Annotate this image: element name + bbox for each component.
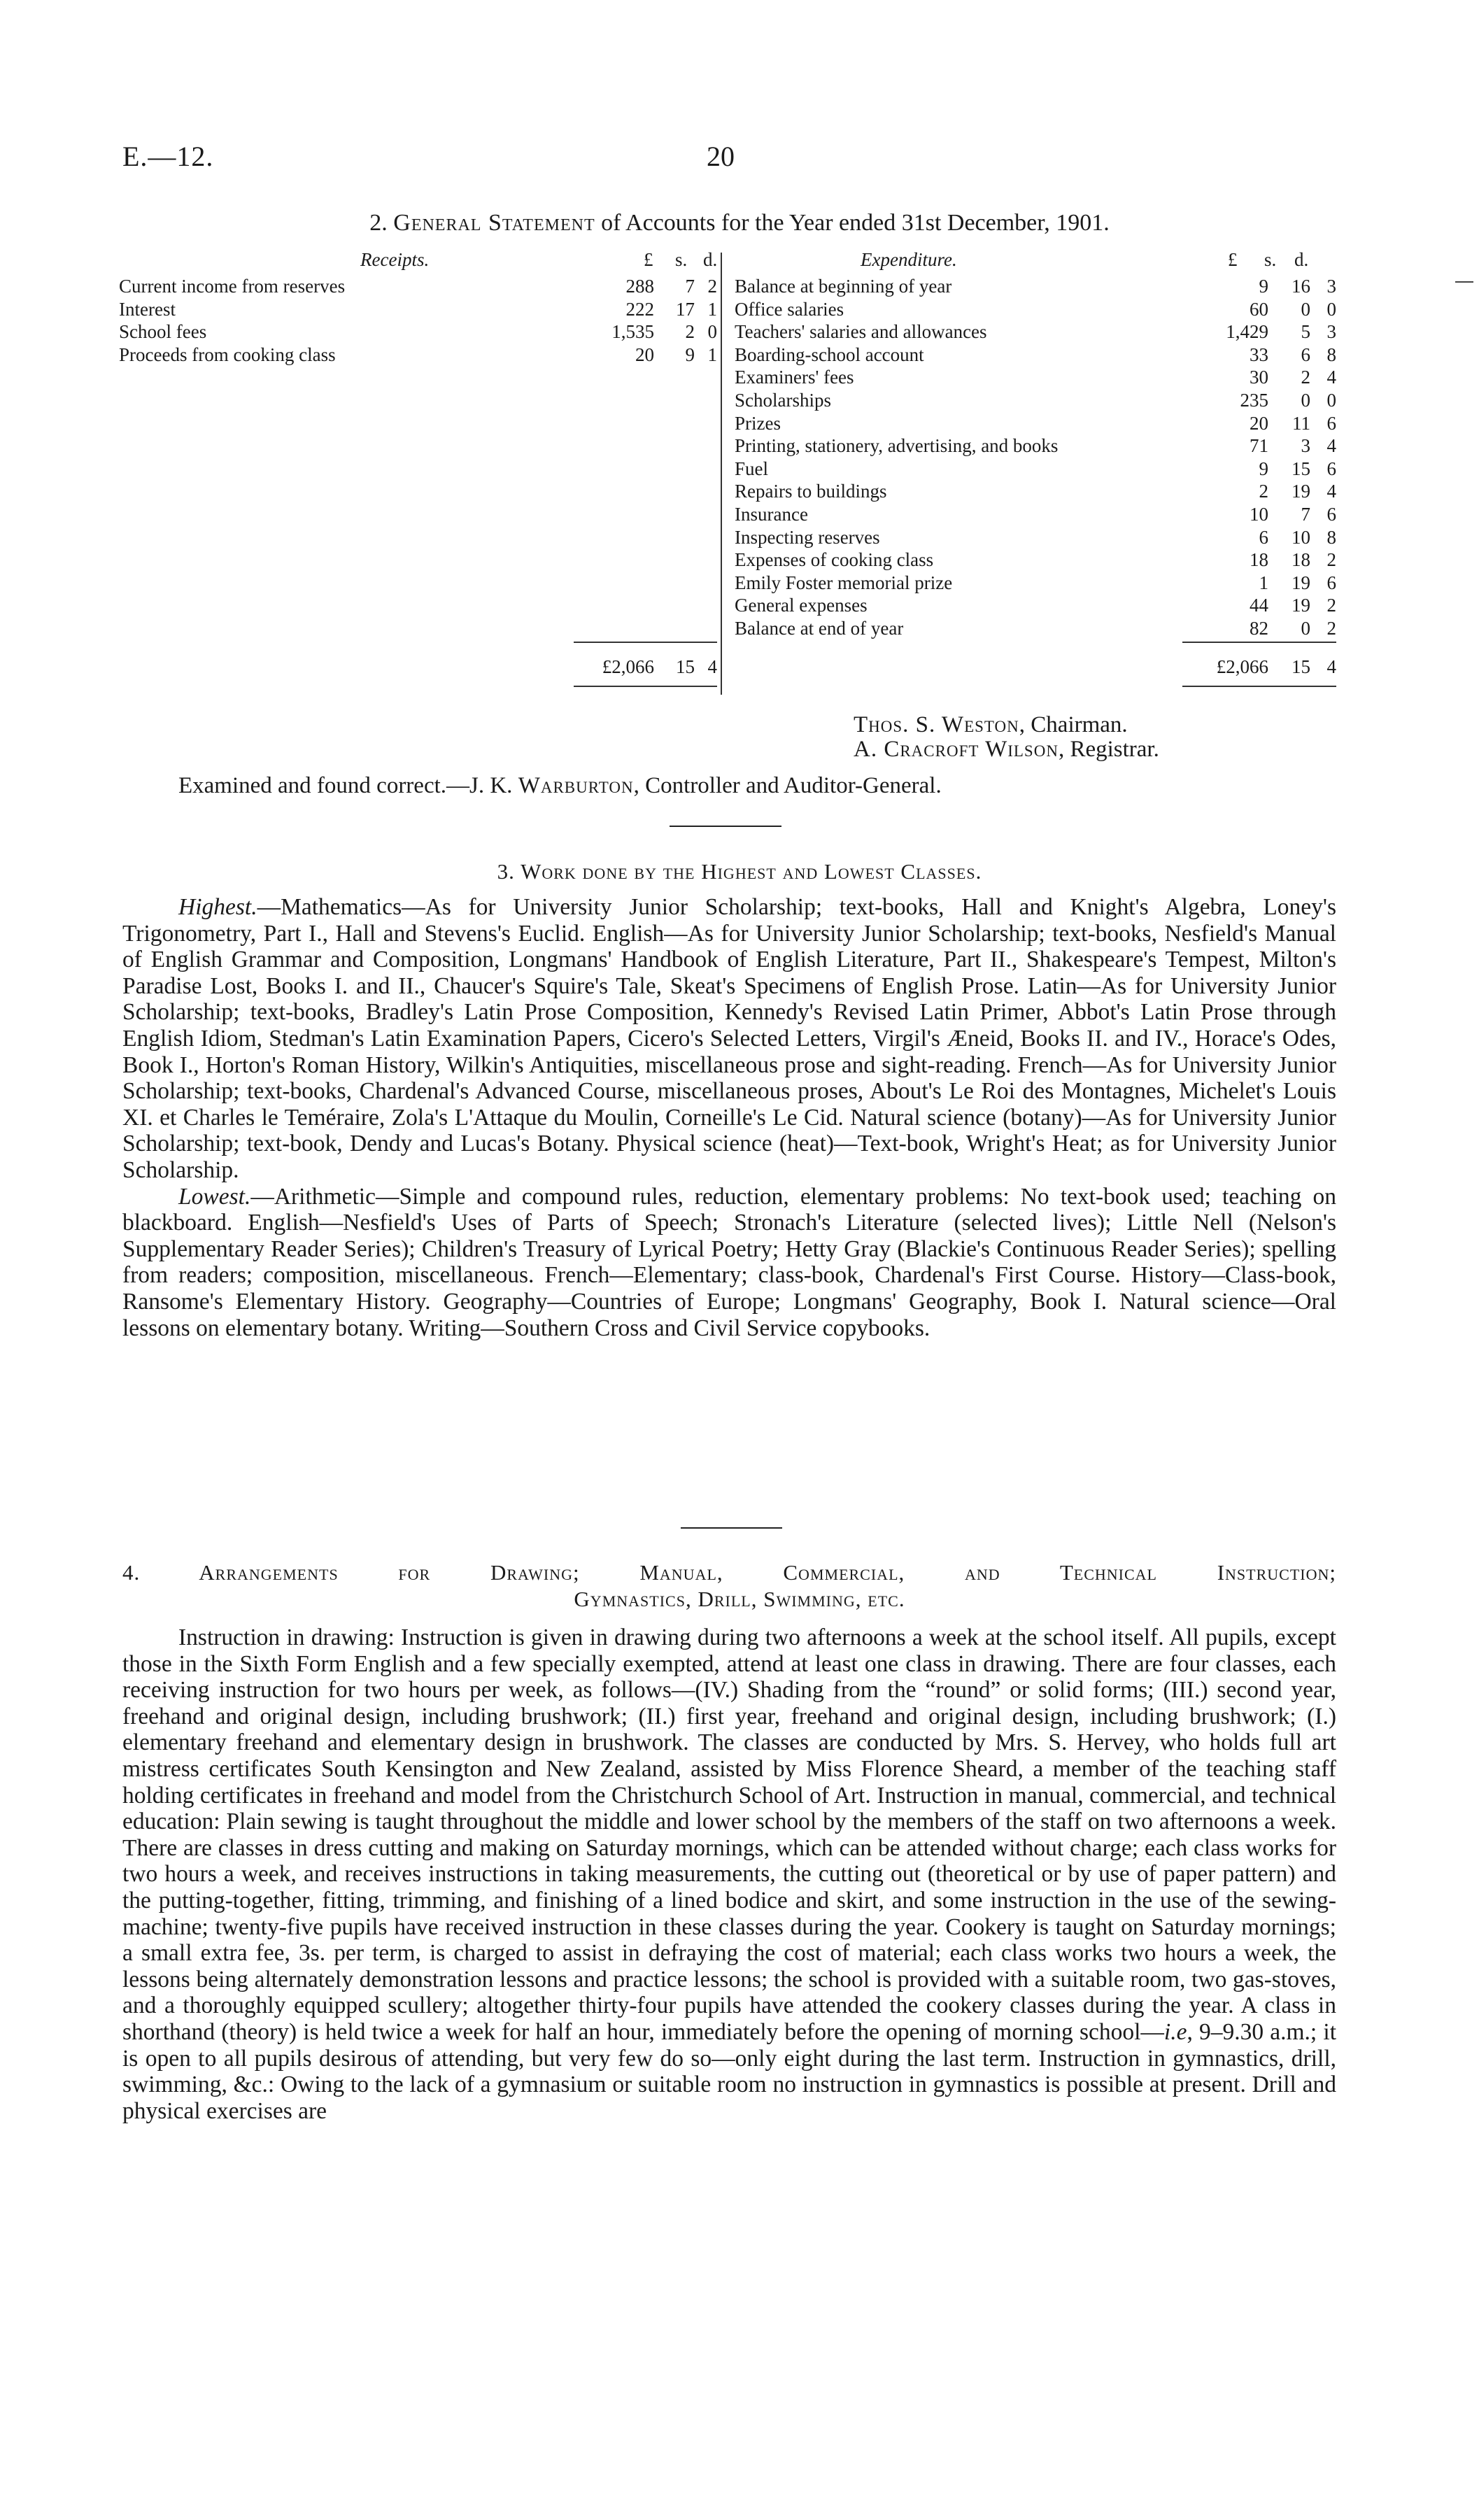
expenditure-pence: 6 [1326, 504, 1336, 525]
receipt-row [119, 320, 717, 343]
expenditure-shillings: 18 [1292, 549, 1310, 571]
expenditure-row [735, 526, 1336, 548]
expenditure-label: General expenses [735, 595, 868, 616]
expenditure-row [735, 617, 1336, 639]
page-number: 20 [707, 141, 735, 172]
expenditure-pence: 0 [1326, 390, 1336, 411]
expenditure-pounds: 82 [1250, 618, 1268, 639]
expenditure-label: Inspecting reserves [735, 526, 880, 548]
expenditure-currency-shillings: s. [1264, 249, 1277, 270]
receipt-shillings: 17 [676, 298, 695, 320]
expenditure-shillings: 11 [1292, 412, 1310, 434]
expenditure-total-rule-top [1182, 642, 1336, 643]
expenditure-pence: 8 [1326, 344, 1336, 365]
expenditure-shillings: 19 [1292, 481, 1310, 502]
expenditure-shillings: 10 [1292, 526, 1310, 548]
column-divider [721, 253, 722, 695]
expenditure-pence: 4 [1326, 481, 1336, 502]
receipt-shillings: 2 [685, 321, 695, 343]
expenditure-pounds: 9 [1259, 276, 1268, 297]
expenditure-label: Repairs to buildings [735, 481, 887, 502]
expenditure-shillings: 0 [1301, 298, 1310, 320]
expenditure-label: Balance at end of year [735, 618, 904, 639]
section-4-title-line1: 4. Arrangements for Drawing; Manual, Commercial, and Technical Instruction; [122, 1560, 1336, 1585]
receipt-pence: 1 [707, 298, 717, 320]
section-3-body [122, 894, 1336, 1341]
signature-chairman: Thos. S. Weston, Chairman. [854, 712, 1128, 737]
receipt-pence: 1 [707, 344, 717, 365]
document-code: E.—12. [122, 141, 214, 172]
expenditure-shillings: 0 [1301, 618, 1310, 639]
receipt-pounds: 222 [625, 298, 654, 320]
expenditure-pence: 0 [1326, 298, 1336, 320]
receipt-shillings: 9 [685, 344, 695, 365]
expenditure-pounds: 1 [1259, 572, 1268, 593]
expenditure-label: Prizes [735, 412, 781, 434]
expenditure-pence: 6 [1326, 572, 1336, 593]
expenditure-shillings: 0 [1301, 390, 1310, 411]
expenditure-currency-pence: d. [1294, 249, 1309, 270]
expenditure-pence: 4 [1326, 367, 1336, 388]
section-4-title-line2: Gymnastics, Drill, Swimming, etc. [574, 1587, 905, 1611]
expenditure-label: Expenses of cooking class [735, 549, 934, 571]
expenditure-row [735, 366, 1336, 388]
expenditure-label: Fuel [735, 458, 769, 479]
expenditure-label: Balance at beginning of year [735, 276, 952, 297]
receipts-currency-pence: d. [703, 249, 718, 270]
expenditure-shillings: 5 [1301, 321, 1310, 343]
expenditure-shillings: 2 [1301, 367, 1310, 388]
receipts-heading: Receipts. [360, 249, 430, 270]
expenditure-label: Scholarships [735, 390, 831, 411]
expenditure-heading: Expenditure. [861, 249, 957, 270]
expenditure-row [735, 572, 1336, 594]
expenditure-row [735, 548, 1336, 571]
receipt-pounds: 1,535 [611, 321, 654, 343]
expenditure-pounds: 44 [1250, 595, 1268, 616]
expenditure-pounds: 2 [1259, 481, 1268, 502]
expenditure-label: Printing, stationery, advertising, and books [735, 435, 1059, 457]
signature-registrar: A. Cracroft Wilson, Registrar. [854, 737, 1159, 762]
expenditure-row [735, 480, 1336, 502]
expenditure-row [735, 412, 1336, 434]
margin-mark [1455, 281, 1473, 283]
expenditure-pence: 6 [1326, 458, 1336, 479]
expenditure-pounds: 18 [1250, 549, 1268, 571]
expenditure-pence: 3 [1326, 276, 1336, 297]
expenditure-pence: 2 [1326, 549, 1336, 571]
receipt-shillings: 7 [685, 276, 695, 297]
expenditure-pence: 2 [1326, 618, 1336, 639]
expenditure-pounds: 71 [1250, 435, 1268, 457]
receipt-pounds: 288 [625, 276, 654, 297]
expenditure-pounds: 30 [1250, 367, 1268, 388]
expenditure-total-rule-bottom [1182, 686, 1336, 687]
expenditure-shillings: 19 [1292, 572, 1310, 593]
highest-paragraph: Highest.—Mathematics—As for University Junior Scholarship; text-books, Hall and Knight's Algebra, Loney's Trigonometry, Part I., Hall and Stevens's Euclid. English—As for University Junior Scholarship; text-books, Nesfield's Manual of English Grammar and Composition, Longmans' Handbook of English Literature, Part II., Shakespeare's Tempest, Milton's Paradise Lost, Books I. and II., Chaucer's Squire's Tale, Skeat's Specimens of English Prose. Latin—As for University Junior Scholarship; text-books, Bradley's Latin Prose Composition, Kennedy's Revised Latin Primer, Abbot's Latin Prose through English Idiom, Stedman's Latin Examination Papers, Cicero's Selected Letters, Virgil's Æneid, Books II. and IV., Horace's Odes, Book I., Horton's Roman History, Wilkin's Antiquities, miscellaneous prose and sight-reading. French—As for University Junior Scholarship; text-books, Chardenal's Advanced Course, miscellaneous proses, About's Le Roi des Montagnes, Michelet's Louis XI. et Charles le Teméraire, Zola's L'Attaque du Moulin, Corneille's Le Cid. Natural science (botany)—As for University Junior Scholarship; text-book, Dendy and Lucas's Botany. Physical science (heat)—Text-book, Wright's Heat; as for University Junior Scholarship. [122, 894, 1336, 1183]
section-divider-1 [670, 826, 781, 827]
expenditure-pounds: 10 [1250, 504, 1268, 525]
receipt-pence: 0 [707, 321, 717, 343]
expenditure-row [735, 434, 1336, 457]
receipts-currency-pounds: £ [644, 249, 653, 270]
expenditure-pence: 6 [1326, 412, 1336, 434]
expenditure-total: £2,066 15 4 [1216, 656, 1336, 677]
receipt-row [119, 298, 717, 320]
accounts-table [119, 248, 1343, 696]
expenditure-pounds: 9 [1259, 458, 1268, 479]
section-4-body [122, 1624, 1336, 2124]
receipts-total: £2,066 15 4 [602, 656, 717, 677]
expenditure-shillings: 15 [1292, 458, 1310, 479]
expenditure-pence: 3 [1326, 321, 1336, 343]
receipt-label: Current income from reserves [119, 276, 346, 297]
receipt-label: Proceeds from cooking class [119, 344, 336, 365]
receipt-row [119, 344, 717, 366]
expenditure-pounds: 33 [1250, 344, 1268, 365]
expenditure-row [735, 344, 1336, 366]
expenditure-label: Emily Foster memorial prize [735, 572, 953, 593]
expenditure-pence: 2 [1326, 595, 1336, 616]
expenditure-pounds: 20 [1250, 412, 1268, 434]
receipts-currency-shillings: s. [675, 249, 688, 270]
section-2-title: 2. General Statement of Accounts for the Year ended 31st December, 1901. [369, 210, 1110, 236]
expenditure-pounds: 1,429 [1226, 321, 1268, 343]
lowest-paragraph: Lowest.—Arithmetic—Simple and compound rules, reduction, elementary problems: No text-book used; teaching on blackboard. English—Nesfield's Uses of Parts of Speech; Stronach's Literature (selected lives); Little Nell (Nelson's Supplementary Reader Series); Children's Treasury of Lyrical Poetry; Hetty Gray (Blackie's Continuous Reader Series); spelling from readers; composition, miscellaneous. French—Elementary; class-book, Chardenal's First Course. History—Class-book, Ransome's Elementary History. Geography—Countries of Europe; Longmans' Geography, Book I. Natural science—Oral lessons on elementary botany. Writing—Southern Cross and Civil Service copybooks. [122, 1183, 1336, 1341]
expenditure-shillings: 19 [1292, 595, 1310, 616]
expenditure-label: Boarding-school account [735, 344, 924, 365]
expenditure-row [735, 458, 1336, 480]
expenditure-row [735, 320, 1336, 343]
receipt-pounds: 20 [635, 344, 654, 365]
expenditure-shillings: 7 [1301, 504, 1310, 525]
section-divider-2 [681, 1527, 782, 1529]
receipts-total-rule-bottom [574, 686, 717, 687]
receipt-label: Interest [119, 298, 176, 320]
expenditure-row [735, 594, 1336, 616]
expenditure-pence: 4 [1326, 435, 1336, 457]
receipt-row [119, 275, 717, 297]
receipt-label: School fees [119, 321, 207, 343]
expenditure-label: Office salaries [735, 298, 844, 320]
receipt-pence: 2 [707, 276, 717, 297]
expenditure-label: Teachers' salaries and allowances [735, 321, 987, 343]
expenditure-pounds: 6 [1259, 526, 1268, 548]
section-3-title: 3. Work done by the Highest and Lowest Classes. [497, 859, 982, 884]
expenditure-row [735, 275, 1336, 297]
expenditure-label: Insurance [735, 504, 808, 525]
expenditure-pence: 8 [1326, 526, 1336, 548]
expenditure-row [735, 503, 1336, 525]
examined-statement: Examined and found correct.—J. K. Warburton, Controller and Auditor-General. [178, 773, 942, 798]
expenditure-row [735, 389, 1336, 411]
expenditure-shillings: 3 [1301, 435, 1310, 457]
expenditure-currency-pounds: £ [1228, 249, 1238, 270]
expenditure-pounds: 235 [1240, 390, 1268, 411]
expenditure-pounds: 60 [1250, 298, 1268, 320]
expenditure-label: Examiners' fees [735, 367, 854, 388]
expenditure-row [735, 298, 1336, 320]
expenditure-shillings: 6 [1301, 344, 1310, 365]
receipts-total-rule-top [574, 642, 717, 643]
expenditure-shillings: 16 [1292, 276, 1310, 297]
instruction-paragraph: Instruction in drawing: Instruction is given in drawing during two afternoons a week at the school itself. All pupils, except those in the Sixth Form English and a few specially exempted, attend at least one class in drawing. There are four classes, each receiving instruction for two hours per week, as follows—(IV.) Shading from the “round” or solid forms; (III.) second year, freehand and original design, including brushwork; (II.) first year, freehand and original design, including brushwork; (I.) elementary freehand and elementary design in brushwork. The classes are conducted by Mrs. S. Hervey, who holds full art mistress certificates South Kensington and New Zealand, assisted by Miss Florence Sheard, a member of the teaching staff holding certificates in freehand and model from the Christchurch School of Art. Instruction in manual, commercial, and technical education: Plain sewing is taught throughout the middle and lower school by the members of the staff on two afternoons a week. There are classes in dress cutting and making on Saturday mornings, which can be attended without charge; each class works for two hours a week, and receives instructions in taking measurements, the cutting out (theoretical or by use of paper pattern) and the putting-together, fitting, trimming, and finishing of a lined bodice and skirt, and some instruction in the use of the sewing-machine; twenty-five pupils have received instruction in these classes during the year. Cookery is taught on Saturday mornings; a small extra fee, 3s. per term, is charged to assist in defraying the cost of material; each class works two hours a week, the lessons being alternately demonstration lessons and practice lessons; the school is provided with a suitable room, two gas-stoves, and a thoroughly equipped scullery; altogether thirty-four pupils have attended the cookery classes during the year. A class in shorthand (theory) is held twice a week for half an hour, immediately before the opening of morning school—i.e, 9–9.30 a.m.; it is open to all pupils desirous of attending, but very few do so—only eight during the last term. Instruction in gymnastics, drill, swimming, &c.: Owing to the lack of a gymnasium or suitable room no instruction in gymnastics is possible at present. Drill and physical exercises are [122, 1624, 1336, 2124]
